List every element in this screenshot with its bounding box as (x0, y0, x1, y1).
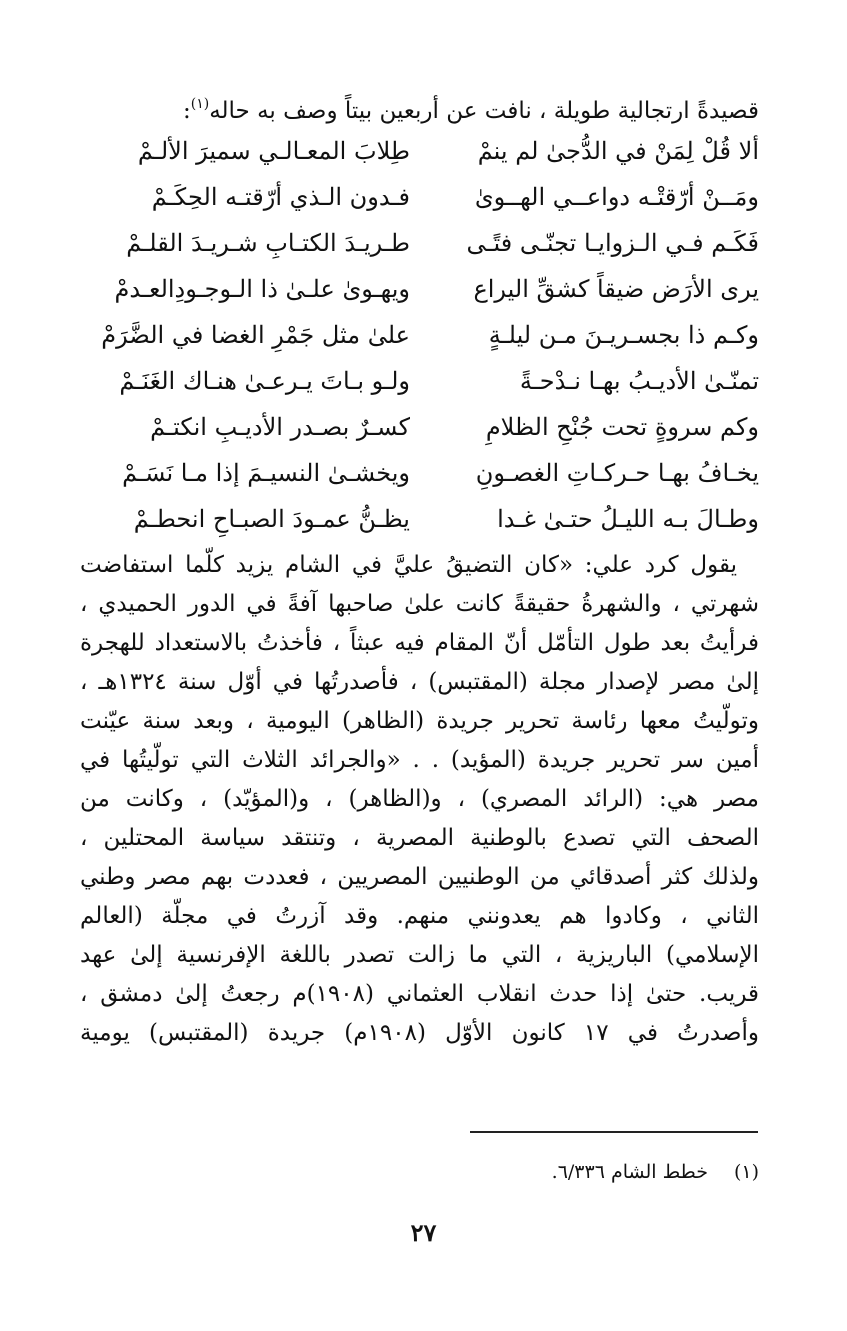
verse-second-hemistich: ويخشـىٰ النسيـمَ إذا مـا نَسَـمْ (122, 459, 410, 487)
verse-row (80, 358, 759, 404)
intro-colon: : (182, 98, 191, 124)
verse-second-hemistich: كسـرٌ بصـدر الأديـبِ انكتـمْ (150, 413, 410, 441)
footnote (552, 1158, 759, 1186)
body-paragraph (80, 546, 759, 1053)
verse-row (80, 496, 759, 542)
body-line: يقول كرد علي: «كان التضيقُ عليَّ في الشام يزيد كلّما استفاضت (80, 552, 737, 578)
body-line: شهرتي ، والشهرةُ حقيقةً كانت علىٰ صاحبها آفةً في الدور الحميدي ، (80, 591, 759, 617)
verse-first-hemistich: فَكَـم فـي الـزوايـا تجنّـى فتًـى (466, 229, 759, 257)
intro-text: قصيدةً ارتجالية طويلة ، نافت عن أربعين بيتاً وصف به حاله (209, 98, 759, 124)
verse-first-hemistich: ومَــنْ أرّقتْـه دواعــي الهــوىٰ (474, 183, 759, 211)
page-number: ٢٧ (410, 1218, 437, 1247)
verse-row (80, 404, 759, 450)
verse-first-hemistich: وكـم ذا بجسـريـنَ مـن ليلـةٍ (488, 321, 759, 349)
footnote-text: خطط الشام ٦/٣٣٦. (551, 1161, 708, 1183)
intro-line (80, 84, 759, 131)
verse-row (80, 266, 759, 312)
body-line: الثاني ، وكادوا هم يعدونني منهم. وقد آزرتُ في مجلّة (العالم (80, 903, 759, 929)
verse-second-hemistich: طِلابَ المعـالـي سميرَ الألـمْ (137, 137, 410, 165)
footnote-divider (470, 1131, 758, 1133)
body-line: أمين سر تحرير جريدة (المؤيد) . . «والجرائد الثلاث التي تولّيتُها في (80, 747, 759, 773)
verse-second-hemistich: طـريـدَ الكتـابِ شـريـدَ القلـمْ (126, 229, 410, 257)
body-line: مصر هي: (الرائد المصري) ، و(الظاهر) ، و(المؤيّد) ، وكانت من (80, 786, 759, 812)
body-line: إلىٰ مصر لإصدار مجلة (المقتبس) ، فأصدرتُها في أوّل سنة ١٣٢٤هـ ، (80, 669, 759, 695)
verse-second-hemistich: فـدون الـذي أرّقتـه الحِكَـمْ (151, 183, 410, 211)
verse-row (80, 128, 759, 174)
verse-first-hemistich: ألا قُلْ لِمَنْ في الدُّجىٰ لم ينمْ (477, 137, 759, 165)
body-line: الصحف التي تصدع بالوطنية المصرية ، وتنتقد سياسة المحتلين ، (80, 825, 759, 851)
verse-second-hemistich: علىٰ مثل جَمْرِ الغضا في الضَّرَمْ (101, 321, 410, 349)
verse-first-hemistich: يرى الأرَض ضيقاً كشقِّ اليراع (473, 275, 759, 303)
footnote-number: (١) (733, 1161, 759, 1183)
body-line: وأصدرتُ في ١٧ كانون الأوّل (١٩٠٨م) جريدة (المقتبس) يومية (80, 1020, 759, 1046)
verse-second-hemistich: ويهـوىٰ علـىٰ ذا الـوجـودِالعـدمْ (114, 275, 410, 303)
verse-first-hemistich: تمنّـىٰ الأديـبُ بهـا نـدْحـةً (519, 367, 759, 395)
verse-second-hemistich: ولـو بـاتَ يـرعـىٰ هنـاك الغَنَـمْ (119, 367, 410, 395)
body-line: وتولّيتُ معها رئاسة تحرير جريدة (الظاهر) اليومية ، وبعد سنة عيّنت (80, 708, 759, 734)
verse-row (80, 220, 759, 266)
verse-second-hemistich: يظـنُّ عمـودَ الصبـاحِ انحطـمْ (133, 505, 410, 533)
body-line: فرأيتُ بعد طول التأمّل أنّ المقام فيه عبثاً ، فأخذتُ بالاستعداد للهجرة (80, 630, 759, 656)
verse-row (80, 174, 759, 220)
verse-row (80, 450, 759, 496)
body-line: الإسلامي) الباريزية ، التي ما زالت تصدر باللغة الإفرنسية إلىٰ عهد (80, 942, 759, 968)
verse-first-hemistich: وطـالَ بـه الليـلُ حتـىٰ غـدا (497, 505, 759, 533)
body-line: ولذلك كثر أصدقائي من الوطنيين المصريين ، فعددت بهم مصر وطني (80, 864, 759, 890)
verse-row (80, 312, 759, 358)
body-line: قريب. حتىٰ إذا حدث انقلاب العثماني (١٩٠٨)م رجعتُ إلىٰ دمشق ، (80, 981, 759, 1007)
verse-first-hemistich: يخـافُ بهـا حـركـاتِ الغصـونِ (475, 459, 759, 487)
poem (80, 128, 759, 542)
verse-first-hemistich: وكم سروةٍ تحت جُنْحِ الظلامِ (485, 413, 759, 441)
footnote-reference: (١) (190, 96, 210, 112)
